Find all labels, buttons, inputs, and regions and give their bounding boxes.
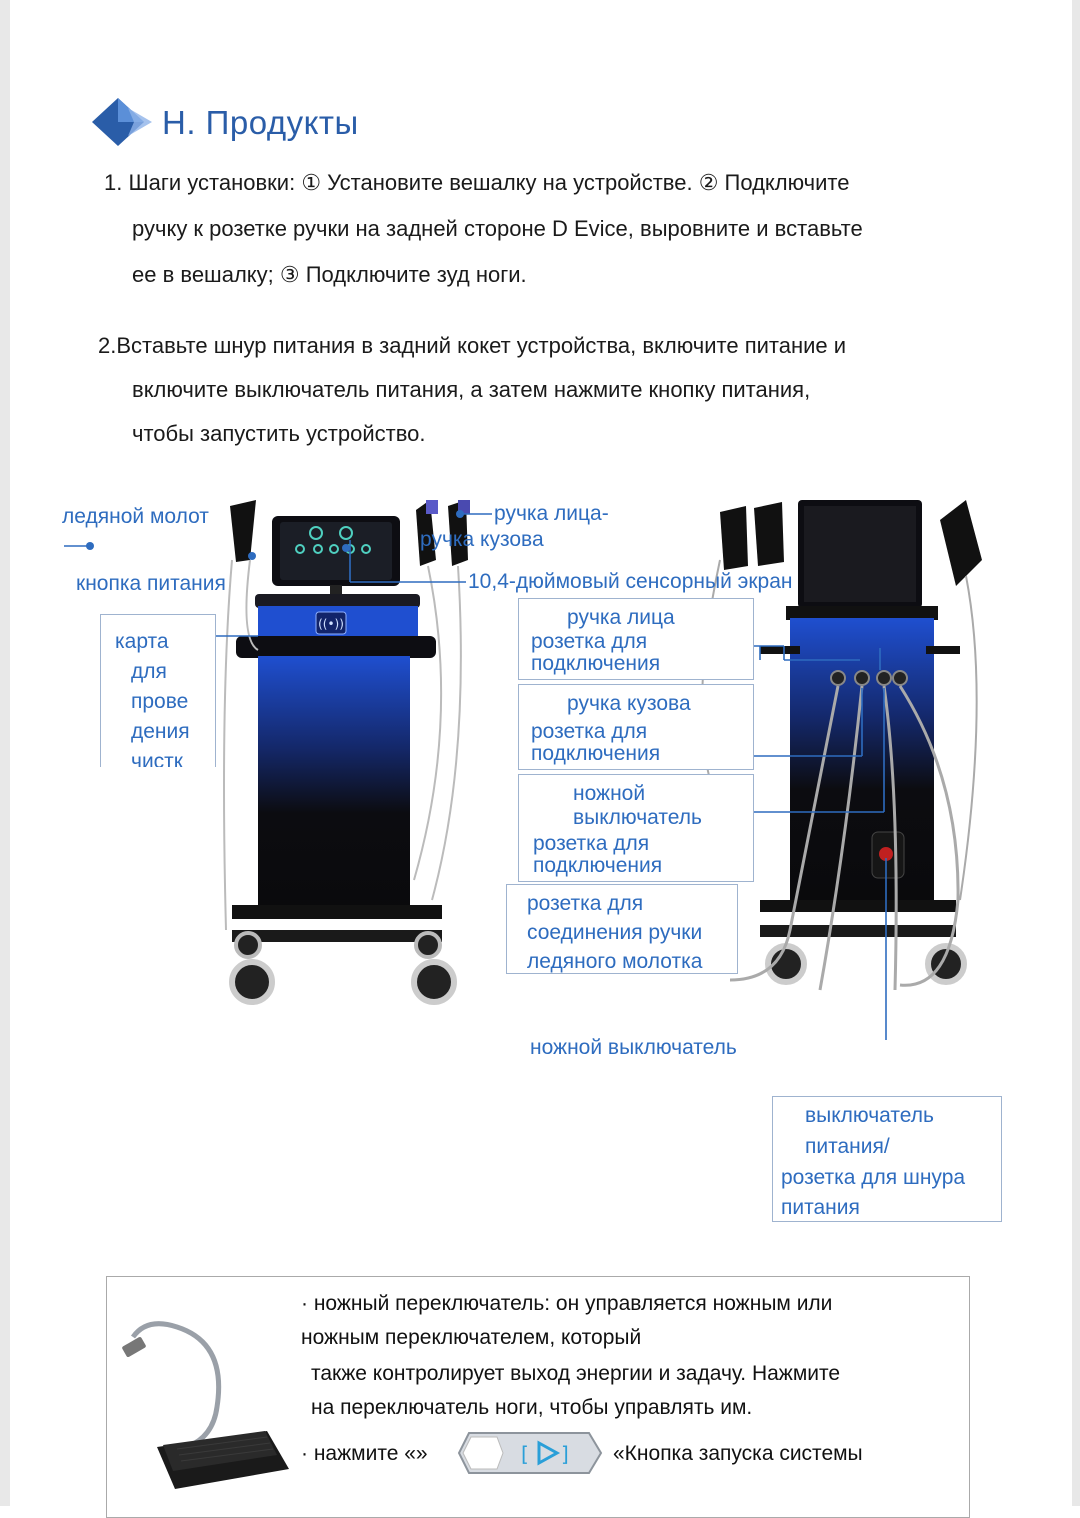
body-socket-box: [518, 684, 754, 770]
diamond-bullet-icon: [86, 96, 158, 148]
label-touch-screen: 10,4-дюймовый сенсорный экран: [468, 570, 793, 593]
svg-text:]: ]: [561, 1442, 569, 1466]
ice-socket-line3: ледяного молотка: [527, 950, 703, 973]
face-socket-box: [518, 598, 754, 680]
step2-line2: включите выключатель питания, а затем нажмите кнопку питания,: [132, 377, 811, 402]
label-ice-hammer: ледяной молот: [62, 505, 209, 528]
footer-line4: на переключатель ноги, чтобы управлять им.: [311, 1396, 753, 1419]
foot-socket-box: [518, 774, 754, 882]
card-box-line4: дения: [131, 720, 190, 743]
body-socket-line1: ручка кузова: [567, 692, 691, 715]
foot-switch-info-box: [106, 1276, 970, 1518]
svg-text:[: [: [521, 1442, 529, 1466]
footer-line2: ножным переключателем, который: [301, 1326, 642, 1349]
power-switch-line4: питания: [781, 1196, 860, 1219]
label-body-handle: ручка кузова: [420, 528, 544, 551]
foot-pedal-image: [117, 1297, 297, 1497]
card-box-line1: карта: [115, 630, 169, 653]
step1-line2: ручку к розетке ручки на задней стороне D Evice, выровните и вставьте: [132, 216, 863, 241]
label-power-button: кнопка питания: [76, 572, 226, 595]
ice-socket-line2: соединения ручки: [527, 921, 703, 944]
step1-line1: 1. Шаги установки: ① Установите вешалку на устройстве. ② Подключите: [104, 170, 850, 195]
svg-text:((•)): ((•)): [318, 617, 344, 631]
card-box-line5: чистк: [131, 750, 183, 767]
label-face-handle: ручка лица-: [494, 502, 609, 525]
play-button-icon: [457, 1429, 603, 1477]
footer-line5-post: «Кнопка запуска системы: [613, 1442, 863, 1465]
body-socket-line3: подключения: [531, 742, 661, 765]
label-foot-switch: ножной выключатель: [530, 1036, 737, 1059]
power-switch-line3: розетка для шнура: [781, 1166, 966, 1189]
front-device: [224, 500, 470, 1002]
ice-socket-line1: розетка для: [527, 892, 644, 915]
foot-socket-line1: ножной: [573, 782, 646, 805]
power-switch-line1: выключатель: [805, 1104, 934, 1127]
step2-line3: чтобы запустить устройство.: [132, 421, 426, 446]
card-box-line2: для: [131, 660, 167, 683]
section-title: Н. Продукты: [162, 104, 359, 141]
face-socket-line1: ручка лица: [567, 606, 675, 629]
step2-line1: 2.Вставьте шнур питания в задний кокет устройства, включите питание и: [98, 333, 847, 358]
body-socket-line2: розетка для: [531, 720, 648, 743]
foot-socket-line2: выключатель: [573, 806, 702, 829]
footer-line3: также контролирует выход энергии и задачу. Нажмите: [311, 1362, 841, 1385]
card-box: [100, 614, 216, 767]
foot-socket-line3: розетка для: [533, 832, 650, 855]
face-socket-line3: подключения: [531, 652, 661, 675]
ice-socket-box: [506, 884, 738, 974]
power-switch-line2: питания/: [805, 1135, 890, 1158]
foot-socket-line4: подключения: [533, 854, 663, 877]
footer-line1: · ножный переключатель: он управляется ножным или: [301, 1292, 833, 1315]
face-socket-line2: розетка для: [531, 630, 648, 653]
power-switch-box: [772, 1096, 1002, 1222]
card-box-line3: прове: [131, 690, 189, 713]
step1-line3: ее в вешалку; ③ Подключите зуд ноги.: [132, 262, 527, 287]
footer-line5-pre: · нажмите «»: [301, 1442, 428, 1465]
